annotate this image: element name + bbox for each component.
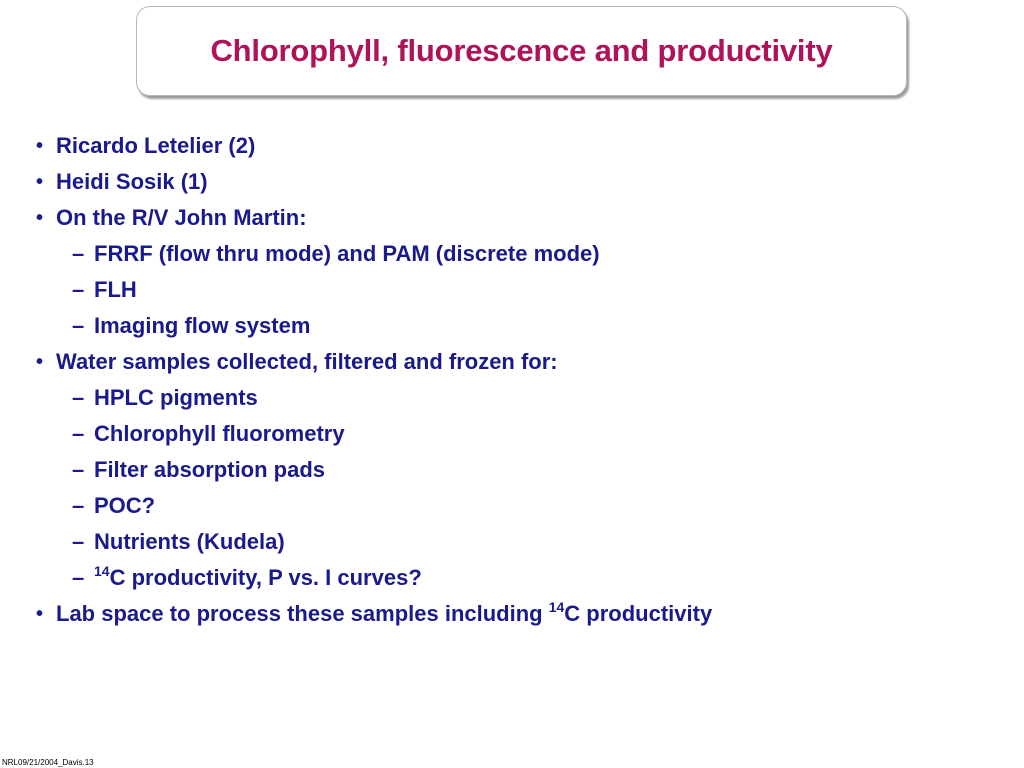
isotope-superscript: 14	[548, 598, 565, 615]
dash-marker: –	[72, 457, 85, 482]
dash-marker: –	[72, 241, 85, 266]
dash-marker: –	[72, 529, 85, 554]
bullet-marker: •	[36, 207, 44, 229]
bullet-text: Ricardo Letelier (2)	[56, 133, 256, 158]
sub-bullet-text: HPLC pigments	[94, 385, 258, 410]
slide-title: Chlorophyll, fluorescence and productivity	[210, 33, 833, 68]
bullet-marker: •	[36, 351, 44, 373]
bullet-text: On the R/V John Martin:	[56, 205, 307, 230]
dash-marker: –	[72, 313, 85, 338]
bullet-marker: •	[36, 135, 44, 157]
bullet-text-pre: Lab space to process these samples including	[56, 601, 549, 626]
isotope-superscript: 14	[94, 562, 110, 579]
dash-marker: –	[72, 565, 85, 590]
bullet-marker: •	[36, 171, 44, 193]
sub-bullet-text: FLH	[94, 277, 137, 302]
sub-bullet-text-body: C productivity, P vs. I curves?	[109, 565, 422, 590]
bullet-marker: •	[36, 603, 44, 625]
slide-title-box	[136, 6, 907, 96]
sub-bullet-text: Chlorophyll fluorometry	[94, 421, 345, 446]
dash-marker: –	[72, 277, 85, 302]
dash-marker: –	[72, 493, 85, 518]
sub-bullet-text: FRRF (flow thru mode) and PAM (discrete mode)	[94, 241, 600, 266]
bullet-text: Heidi Sosik (1)	[56, 169, 208, 194]
sub-bullet-text: Filter absorption pads	[94, 457, 326, 482]
bullet-text: Water samples collected, filtered and frozen for:	[56, 349, 558, 374]
sub-bullet-text: Imaging flow system	[94, 313, 311, 338]
dash-marker: –	[72, 385, 85, 410]
bullet-text-body: C productivity	[564, 601, 713, 626]
sub-bullet-text: POC?	[94, 493, 156, 518]
sub-bullet-text: Nutrients (Kudela)	[94, 529, 285, 554]
bullet-text	[56, 596, 712, 632]
slide-footer: NRL09/21/2004_Davis.13	[2, 758, 94, 767]
dash-marker: –	[72, 421, 85, 446]
sub-bullet-text	[94, 560, 422, 596]
